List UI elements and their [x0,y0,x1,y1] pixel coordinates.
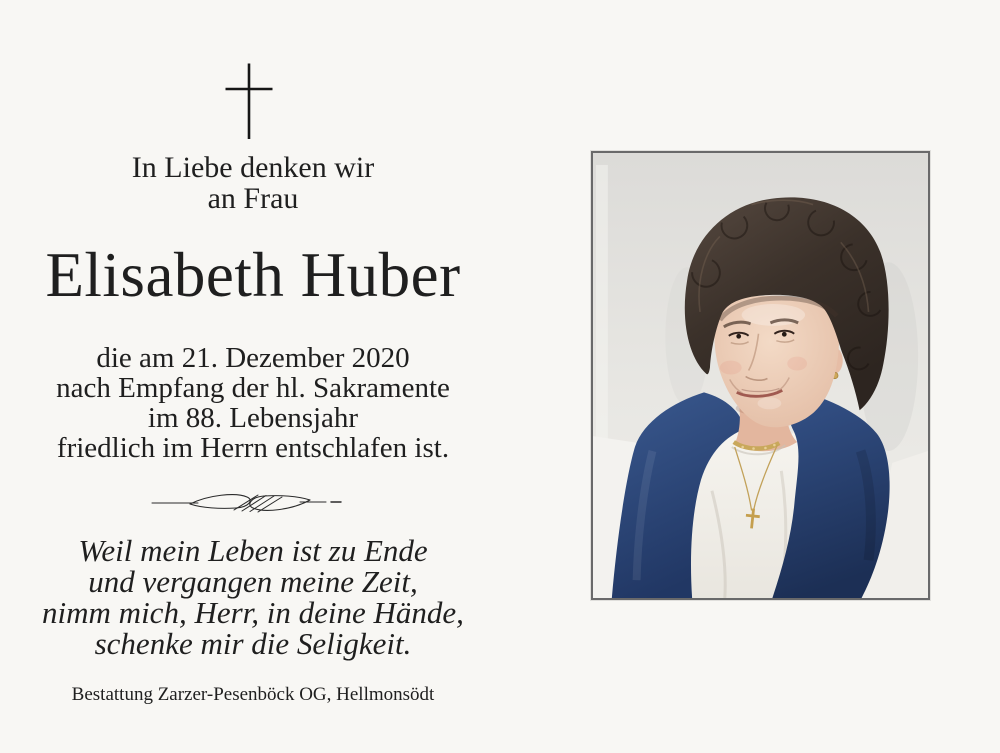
deceased-name: Elisabeth Huber [45,240,461,310]
verse-line: und vergangen meine Zeit, [88,564,418,599]
intro-text [28,152,478,214]
portrait-illustration [593,153,928,598]
verse-line: Weil mein Leben ist zu Ende [78,533,428,568]
latin-cross-icon [224,62,274,140]
obituary-line: friedlich im Herrn entschlafen ist. [56,432,450,464]
portrait-photo [591,151,930,600]
verse-line: nimm mich, Herr, in deine Hände, [42,595,464,630]
obituary-line: nach Empfang der hl. Sakramente [56,372,450,404]
flourish-divider-icon [150,489,350,515]
verse-text [28,535,478,659]
funeral-home-line: Bestattung Zarzer-Pesenböck OG, Hellmonsödt [71,684,435,705]
intro-line: In Liebe denken wir [131,151,375,184]
intro-line: an Frau [207,182,299,215]
verse-line: schenke mir die Seligkeit. [94,626,412,661]
obituary-line: die am 21. Dezember 2020 [96,342,410,374]
obituary-line: im 88. Lebensjahr [147,402,359,434]
obituary-text [28,343,478,463]
